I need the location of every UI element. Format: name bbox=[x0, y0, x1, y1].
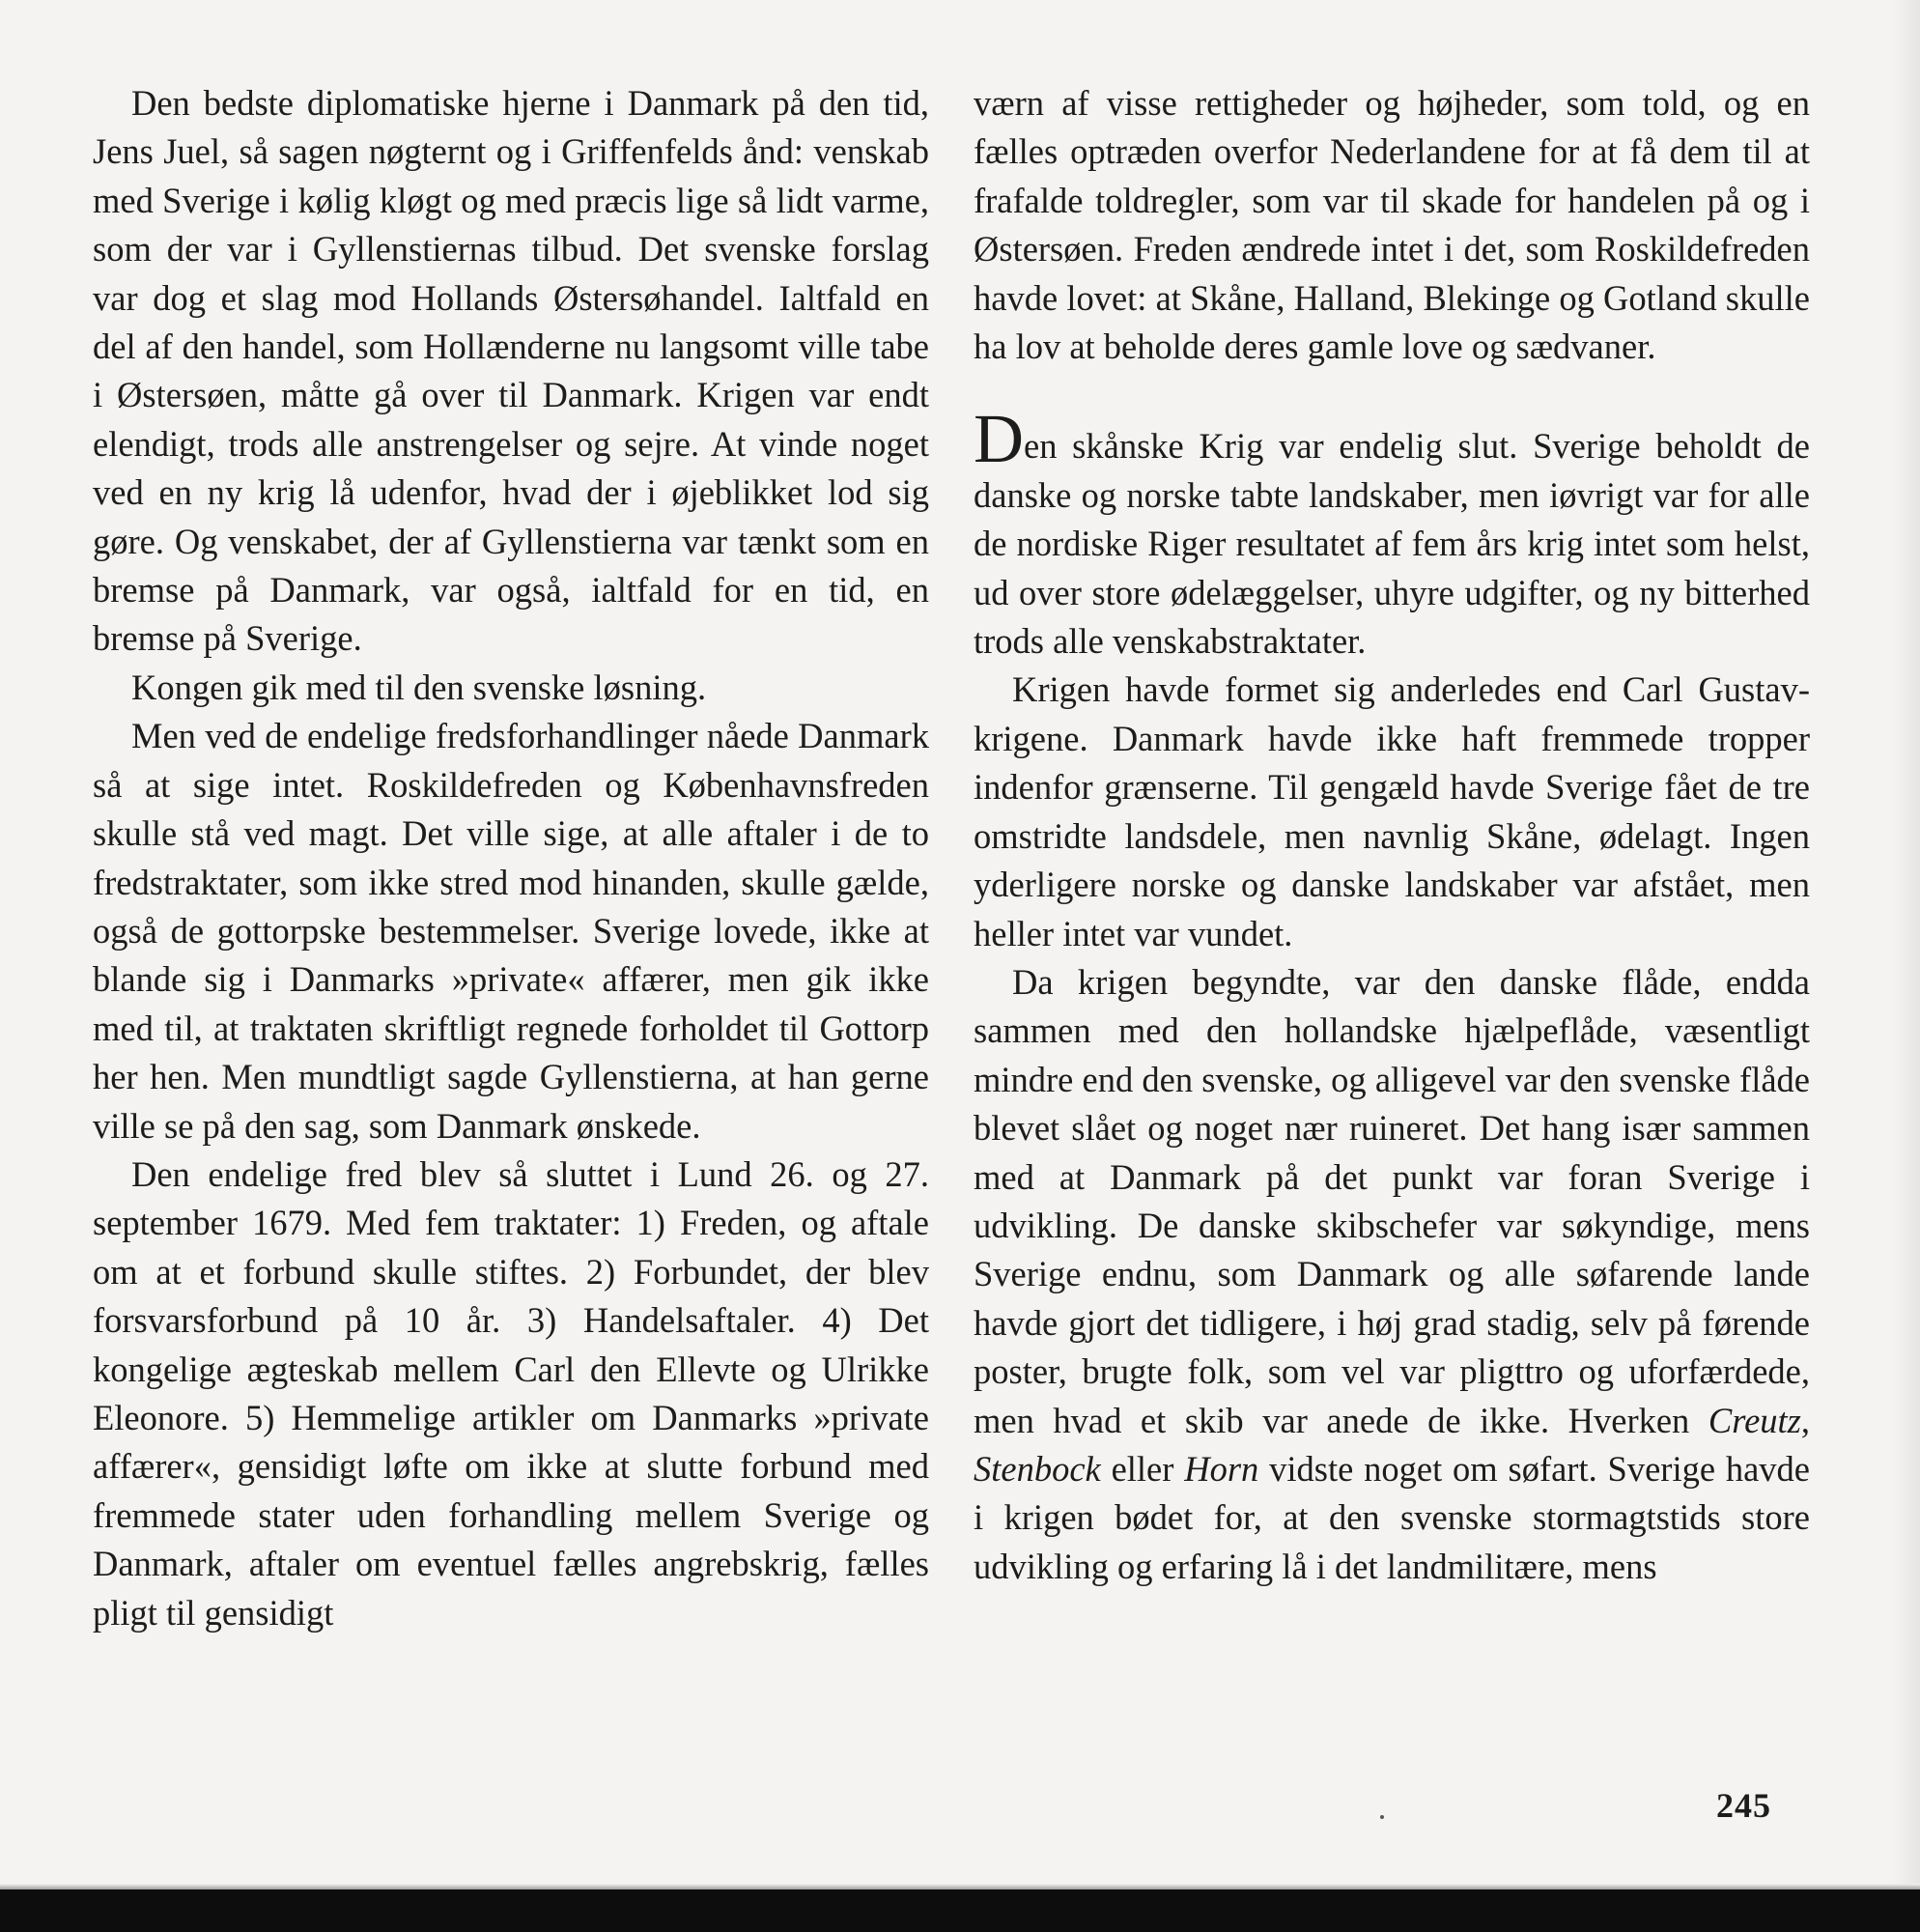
left-column bbox=[93, 79, 929, 1637]
paragraph: Kongen gik med til den svenske løsning. bbox=[131, 667, 707, 707]
print-speck bbox=[1380, 1815, 1384, 1819]
scan-border bbox=[0, 1889, 1920, 1932]
paragraph bbox=[974, 958, 1810, 1591]
separator-text: eller bbox=[1100, 1448, 1185, 1489]
section-break bbox=[974, 371, 1810, 419]
italic-name: Stenbock bbox=[974, 1448, 1101, 1489]
section-opening-paragraph bbox=[974, 400, 1810, 666]
drop-cap-initial: D bbox=[974, 400, 1024, 478]
right-column bbox=[974, 79, 1810, 1591]
separator-text: , bbox=[1800, 1400, 1810, 1440]
continued-paragraph: værn af visse rettigheder og højheder, som told, og en fælles optræden overfor Nederlandene for at få dem til at frafalde toldregler, som var til skade for handelen på og i Østersøen. Freden ændrede intet i det, som Roskildefreden havde lovet: at Skåne, Halland, Blekinge og Gotland skulle ha lov at beholde deres gamle love og sædvaner. bbox=[974, 83, 1810, 367]
paragraph: Den bedste diplomatiske hjerne i Danmark på den tid, Jens Juel, så sagen nøgternt og i Griffenfelds ånd: venskab med Sverige i kølig kløgt og med præcis lige så lidt varme, som der var i Gyllenstiernas tilbud. Det svenske forslag var dog et slag mod Hollands Østersøhandel. Ialtfald en del af den handel, som Hollænderne nu langsomt ville tabe i Østersøen, måtte gå over til Danmark. Krigen var endt elendigt, trods alle anstrengelser og sejre. At vinde noget ved en ny krig lå udenfor, hvad der i øjeblikket lod sig gøre. Og venskabet, der af Gyllenstierna var tænkt som en bremse på Danmark, var også, ialtfald for en tid, en bremse på Sverige. bbox=[93, 83, 929, 659]
paragraph: Men ved de endelige fredsforhandlinger nåede Danmark så at sige intet. Roskildefreden og Københavnsfreden skulle stå ved magt. Det ville sige, at alle aftaler i de to fredstraktater, som ikke stred mod hinanden, skulle gælde, også de gottorpske bestemmelser. Sverige lovede, ikke at blande sig i Danmarks »private« affærer, men gik ikke med til, at traktaten skriftligt regnede forholdet til Gottorp her hen. Men mundtligt sagde Gyllenstierna, at han gerne ville se på den sag, som Danmark ønskede. bbox=[93, 716, 929, 1146]
italic-name: Creutz bbox=[1708, 1400, 1801, 1440]
italic-name: Horn bbox=[1184, 1448, 1259, 1489]
paragraph: Den endelige fred blev så sluttet i Lund 26. og 27. september 1679. Med fem traktater: 1) Freden, og aftale om at et forbund skulle stiftes. 2) Forbundet, der blev forsvarsforbund på 10 år. 3) Handelsaftaler. 4) Det kongelige ægteskab mellem Carl den Ellevte og Ulrikke Eleonore. 5) Hemmelige artikler om Danmarks »private affærer«, gensidigt løfte om ikke at slutte forbund med fremmede stater uden forhandling mellem Sverige og Danmark, aftaler om eventuel fælles angrebskrig, fælles pligt til gensidigt bbox=[93, 1153, 929, 1633]
paragraph: Krigen havde formet sig anderledes end Carl Gustav-krigene. Danmark havde ikke haft fremmede tropper indenfor grænserne. Til gengæld havde Sverige fået de tre omstridte landsdele, men navnlig Skåne, ødelagt. Ingen yderligere norske og danske landskaber var afstået, men heller intet var vundet. bbox=[974, 669, 1810, 953]
section-opening-text: en skånske Krig var endelig slut. Sverige beholdt de danske og norske tabte landskaber, men iøvrigt var for alle de nordiske Riger resultatet af fem års krig intet som helst, ud over store ødelæggelser, uhyre udgifter, og ny bitterhed trods alle venskabstraktater. bbox=[974, 426, 1810, 662]
paragraph-text: vidste noget om søfart. Sverige havde i krigen bødet for, at den svenske stormagtstids store udvikling og erfaring lå i det landmilitære, mens bbox=[974, 1448, 1811, 1586]
paragraph-text: Da krigen begyndte, var den danske flåde, endda sammen med den hollandske hjælpeflåde, væsentligt mindre end den svenske, og alligevel var den svenske flåde blevet slået og noget nær ruineret. Det hang især sammen med at Danmark på det punkt var foran Sverige i udvikling. De danske skibschefer var søkyndige, mens Sverige endnu, som Danmark og alle søfarende lande havde gjort det tidligere, i høj grad stadig, selv på førende poster, brugte folk, som vel var pligttro og uforfærdede, men hvad et skib var anede de ikke. Hverken bbox=[974, 961, 1810, 1440]
page-edge-shadow bbox=[1893, 0, 1920, 1884]
page-number: 245 bbox=[1716, 1786, 1771, 1825]
